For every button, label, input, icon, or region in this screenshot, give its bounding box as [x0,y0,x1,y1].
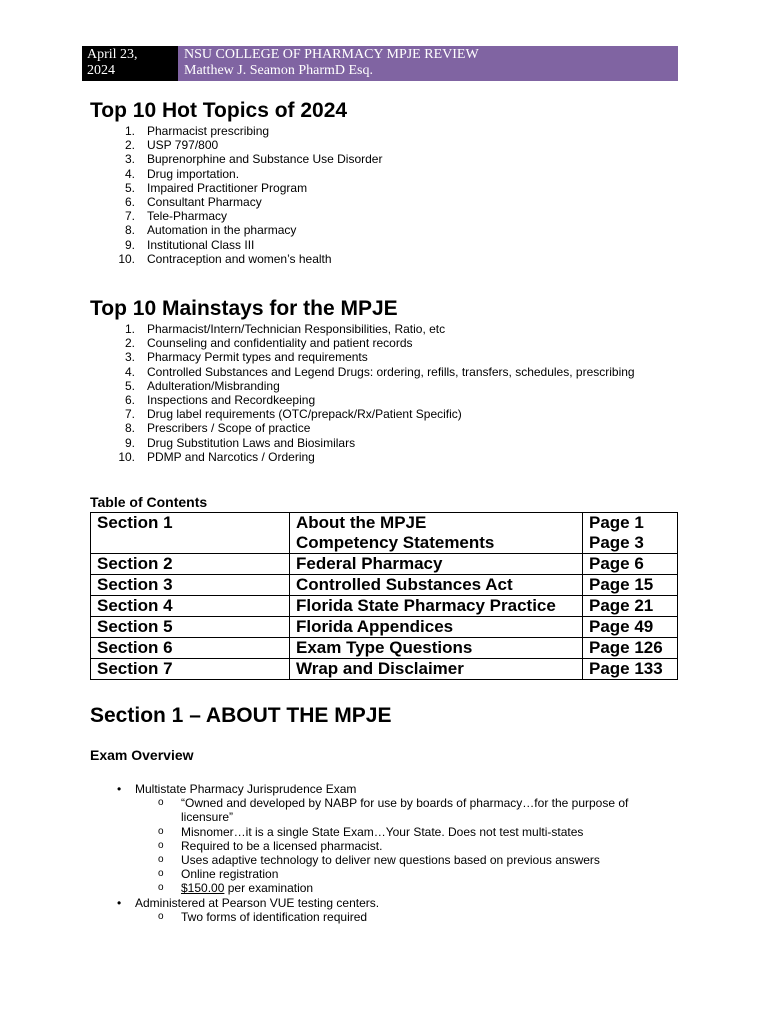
list-item-number: 7. [124,407,135,422]
header-title-line2: Matthew J. Seamon PharmD Esq. [184,63,373,78]
toc-section-cell-text: Section 6 [97,638,173,657]
exam-fee-text: per examination [224,881,314,896]
toc-title-cell [290,659,583,680]
list-item-number: 2. [124,336,135,351]
toc-section-cell [91,596,290,617]
list-item-text: USP 797/800 [147,138,219,153]
sub-bullet-glyph: o [158,868,164,880]
list-item-text: Tele-Pharmacy [147,209,228,224]
list-item-text: Adulteration/Misbranding [147,378,280,393]
list-item-text: PDMP and Narcotics / Ordering [147,449,315,464]
list-item [90,195,382,209]
list-item [90,124,382,138]
toc-section-cell-text: Section 2 [97,554,173,573]
list-item-number: 8. [124,421,135,436]
toc-section-cell [91,554,290,575]
sub-bullet-text: Misnomer…it is a single State Exam…Your State. Does not test multi-states [181,824,584,839]
exam-fee-amount: $150.00 [181,881,225,896]
list-item-number: 1. [124,322,135,336]
list-item [90,421,635,435]
list-item [90,252,382,266]
toc-page-cell [583,638,678,659]
page-header [82,46,678,81]
header-title [178,46,678,81]
list-item [90,138,382,152]
list-item-number: 4. [124,166,135,181]
toc-page-cell [583,617,678,638]
hot-topics-list [90,124,382,266]
exam-overview-bullets [0,782,768,924]
toc-page-cell [583,596,678,617]
sub-bullet-glyph: o [158,882,164,894]
bullet-text: Multistate Pharmacy Jurisprudence Exam [135,782,357,796]
sub-bullet-text: Uses adaptive technology to deliver new questions based on previous answers [181,853,600,868]
toc-row [91,596,678,617]
toc-title-cell-text: Controlled Substances Act [296,575,513,594]
toc-title-cell-text: Wrap and Disclaimer [296,659,464,678]
bullet-text: Administered at Pearson VUE testing centers. [135,895,380,910]
toc-row [91,554,678,575]
list-item-number: 3. [124,152,135,167]
list-item [90,407,635,421]
list-item [90,167,382,181]
toc-section-cell-text: Section 4 [97,596,173,615]
toc-title-cell-text: Florida Appendices [296,617,454,636]
sub-bullet-glyph: o [158,839,164,851]
bullet-glyph: • [117,782,122,796]
sub-bullet-item [0,839,768,853]
header-date [82,46,178,81]
list-item [90,322,635,336]
toc-title-cell [290,575,583,596]
list-item-number: 7. [124,209,135,224]
mainstays-list [90,322,635,464]
list-item [90,238,382,252]
toc-row [91,617,678,638]
toc-page-cell [583,513,678,554]
toc-section-cell [91,575,290,596]
list-item-number: 4. [124,364,135,379]
header-date-line1: April 23, [87,47,138,62]
list-item-number: 6. [124,393,135,408]
list-item-text: Drug importation. [147,166,240,181]
sub-bullet-text: Two forms of identification required [181,909,368,924]
hot-topics-heading: Top 10 Hot Topics of 2024 [90,99,348,122]
toc-row [91,638,678,659]
list-item-number: 6. [124,195,135,210]
list-item-text: Drug Substitution Laws and Biosimilars [147,435,356,450]
list-item-text: Automation in the pharmacy [147,223,297,238]
mainstays-heading: Top 10 Mainstays for the MPJE [90,297,398,320]
toc-page-cell-text: Page 21 [589,596,654,615]
section1-heading: Section 1 – ABOUT THE MPJE [90,704,392,727]
list-item-number: 10. [118,251,135,266]
bullet-item [0,896,768,910]
list-item-text: Contraception and women’s health [147,251,332,266]
list-item-number: 5. [124,378,135,393]
bullet-glyph: • [117,895,122,910]
list-item-text: Controlled Substances and Legend Drugs: ordering, refills, transfers, schedules, prescribing [147,364,635,379]
list-item-text: Pharmacist/Intern/Technician Responsibilities, Ratio, etc [147,322,446,336]
list-item-text: Prescribers / Scope of practice [147,421,311,436]
list-item-number: 10. [118,449,135,464]
sub-bullet-item [0,867,768,881]
toc-title-cell-text: Federal Pharmacy [296,554,443,573]
list-item [90,365,635,379]
toc-page-cell-text: Page 126 [589,638,663,657]
sub-bullet-glyph: o [158,825,164,837]
list-item-number: 3. [124,350,135,365]
toc-title-cell [290,638,583,659]
sub-bullet-item [0,796,768,824]
list-item-text: Inspections and Recordkeeping [147,393,316,408]
toc-page-cell-text: Page 133 [589,659,663,678]
toc-page-cell-text: Page 1 [589,513,644,532]
list-item [90,379,635,393]
list-item [90,450,635,464]
toc-row [91,513,678,554]
toc-page-cell-text: Page 6 [589,554,644,573]
list-item-text: Impaired Practitioner Program [147,180,308,195]
toc-section-cell-text: Section 5 [97,617,173,636]
list-item-number: 5. [124,180,135,195]
toc-title-cell [290,554,583,575]
sub-bullet-item [0,853,768,867]
list-item [90,350,635,364]
list-item-number: 9. [124,435,135,450]
toc-title-cell-text: Exam Type Questions [296,638,473,657]
list-item-number: 8. [124,223,135,238]
sub-bullet-glyph: o [158,797,164,809]
list-item-number: 9. [124,237,135,252]
list-item [90,223,382,237]
list-item [90,181,382,195]
toc-title-cell [290,596,583,617]
toc-title-cell [290,617,583,638]
toc-row [91,575,678,596]
toc-title-cell-text: About the MPJE [296,513,427,532]
list-item [90,336,635,350]
toc-title-cell-text: Competency Statements [296,533,495,552]
sub-bullet-item [0,910,768,924]
list-item-text: Institutional Class III [147,237,255,252]
toc-section-cell [91,659,290,680]
list-item [90,209,382,223]
toc-section-cell-text: Section 1 [97,513,173,532]
list-item-number: 1. [124,124,135,138]
list-item-text: Counseling and confidentiality and patient records [147,336,413,351]
toc-page-cell [583,659,678,680]
toc-section-cell-text: Section 7 [97,659,173,678]
sub-bullet-text: “Owned and developed by NABP for use by boards of pharmacy…for the purpose of licensure” [181,796,629,825]
list-item-text: Pharmacist prescribing [147,124,270,138]
list-item-text: Consultant Pharmacy [147,195,262,210]
toc-page-cell-text: Page 15 [589,575,654,594]
list-item-text: Buprenorphine and Substance Use Disorder [147,152,383,167]
toc-page-cell [583,554,678,575]
list-item [90,152,382,166]
toc-title-cell [290,513,583,554]
list-item [90,436,635,450]
sub-bullet-item [0,825,768,839]
list-item-number: 2. [124,138,135,153]
header-date-line2: 2024 [87,63,115,78]
toc-section-cell [91,513,290,554]
list-item-text: Pharmacy Permit types and requirements [147,350,368,365]
toc-label: Table of Contents [90,494,208,510]
toc-section-cell-text: Section 3 [97,575,173,594]
toc-page-cell-text: Page 49 [589,617,654,636]
toc-page-cell-text: Page 3 [589,533,644,552]
sub-bullet-text: Required to be a licensed pharmacist. [181,838,383,853]
sub-bullet-glyph: o [158,854,164,866]
bullet-item [0,782,768,796]
toc-section-cell [91,617,290,638]
header-title-line1: NSU COLLEGE OF PHARMACY MPJE REVIEW [184,47,479,62]
sub-bullet-glyph: o [158,910,164,922]
toc-table [90,512,678,680]
toc-page-cell [583,575,678,596]
sub-bullet-text: Online registration [181,867,279,882]
toc-row [91,659,678,680]
sub-bullet-item [0,881,768,895]
exam-overview-heading: Exam Overview [90,747,194,763]
list-item [90,393,635,407]
toc-section-cell [91,638,290,659]
list-item-text: Drug label requirements (OTC/prepack/Rx/Patient Specific) [147,407,462,422]
toc-title-cell-text: Florida State Pharmacy Practice [296,596,556,615]
